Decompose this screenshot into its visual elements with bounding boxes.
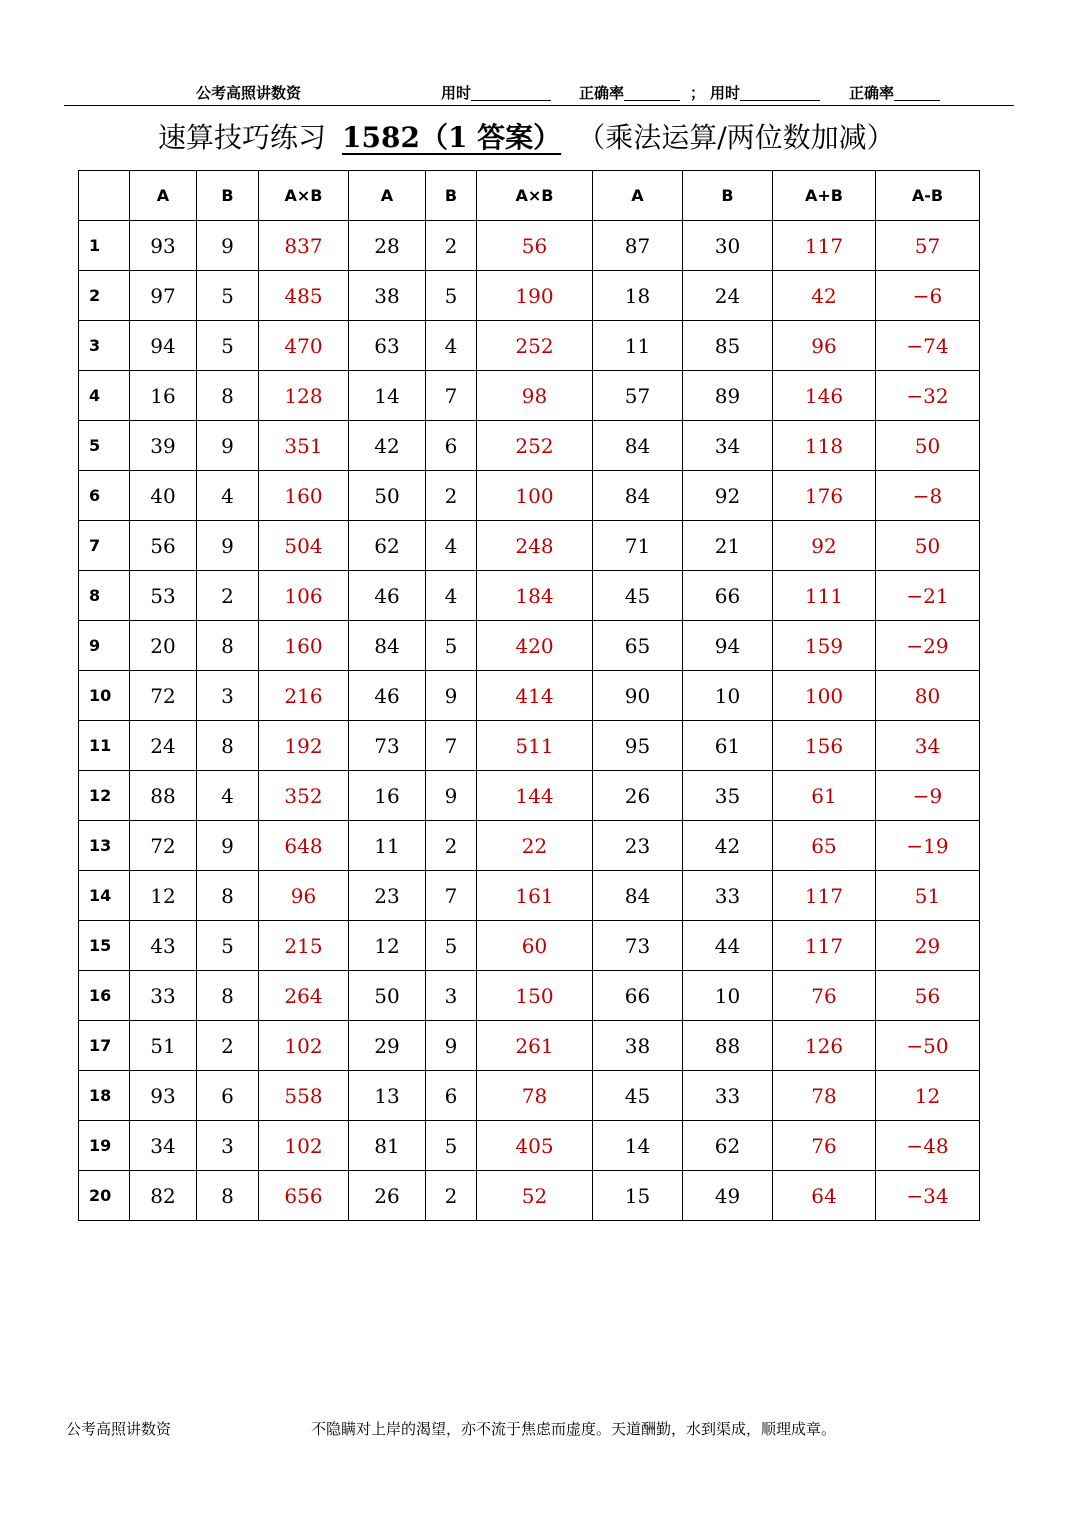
operand-cell: 9: [426, 771, 477, 821]
page-title: [158, 116, 938, 160]
operand-cell: 33: [130, 971, 197, 1021]
operand-cell: 28: [349, 221, 426, 271]
table-row: [79, 1121, 980, 1171]
answer-cell: 22: [477, 821, 593, 871]
operand-cell: 44: [683, 921, 773, 971]
operand-cell: 9: [197, 221, 259, 271]
operand-cell: 11: [349, 821, 426, 871]
operand-cell: 24: [683, 271, 773, 321]
row-number: 10: [79, 671, 130, 721]
answer-cell: 117: [773, 921, 876, 971]
operand-cell: 5: [426, 271, 477, 321]
operand-cell: 4: [197, 771, 259, 821]
operand-cell: 24: [130, 721, 197, 771]
table-row: [79, 321, 980, 371]
table-row: [79, 521, 980, 571]
page-footer: [0, 1418, 1080, 1440]
operand-cell: 5: [197, 271, 259, 321]
answer-cell: 184: [477, 571, 593, 621]
answer-cell: 76: [773, 971, 876, 1021]
answer-cell: −6: [876, 271, 980, 321]
operand-cell: 65: [593, 621, 683, 671]
answer-cell: −19: [876, 821, 980, 871]
answer-cell: 160: [259, 471, 349, 521]
answer-cell: 160: [259, 621, 349, 671]
operand-cell: 3: [426, 971, 477, 1021]
footer-brand: 公考高照讲数资: [66, 1420, 172, 1438]
operand-cell: 15: [593, 1171, 683, 1221]
time-field-1[interactable]: [441, 82, 471, 103]
operand-cell: 2: [197, 571, 259, 621]
operand-cell: 10: [683, 971, 773, 1021]
operand-cell: 11: [593, 321, 683, 371]
answer-cell: 52: [477, 1171, 593, 1221]
operand-cell: 90: [593, 671, 683, 721]
answer-cell: 261: [477, 1021, 593, 1071]
time-label-2: 用时: [710, 84, 741, 102]
footer-motto: 不隐瞒对上岸的渴望，亦不流于焦虑而虚度。天道酬勤，水到渠成，顺理成章。: [311, 1420, 837, 1438]
answer-cell: 50: [876, 421, 980, 471]
answer-cell: 192: [259, 721, 349, 771]
operand-cell: 2: [426, 1171, 477, 1221]
operand-cell: 35: [683, 771, 773, 821]
answer-cell: 92: [773, 521, 876, 571]
operand-cell: 73: [593, 921, 683, 971]
column-header: B: [683, 171, 773, 221]
exercise-table: [78, 170, 980, 1221]
row-number: 6: [79, 471, 130, 521]
answer-cell: 56: [477, 221, 593, 271]
table-row: [79, 871, 980, 921]
operand-cell: 4: [197, 471, 259, 521]
answer-cell: 76: [773, 1121, 876, 1171]
answer-cell: 78: [773, 1071, 876, 1121]
answer-cell: −9: [876, 771, 980, 821]
answer-cell: 190: [477, 271, 593, 321]
operand-cell: 50: [349, 971, 426, 1021]
operand-cell: 45: [593, 571, 683, 621]
operand-cell: 5: [426, 621, 477, 671]
row-number: 3: [79, 321, 130, 371]
answer-cell: 414: [477, 671, 593, 721]
operand-cell: 95: [593, 721, 683, 771]
operand-cell: 6: [426, 421, 477, 471]
operand-cell: 12: [130, 871, 197, 921]
operand-cell: 88: [683, 1021, 773, 1071]
answer-cell: 648: [259, 821, 349, 871]
operand-cell: 62: [349, 521, 426, 571]
row-number: 18: [79, 1071, 130, 1121]
operand-cell: 8: [197, 1171, 259, 1221]
operand-cell: 66: [683, 571, 773, 621]
operand-cell: 84: [593, 871, 683, 921]
answer-cell: 50: [876, 521, 980, 571]
operand-cell: 84: [593, 471, 683, 521]
table-row: [79, 821, 980, 871]
title-prefix: 速算技巧练习: [158, 121, 327, 154]
answer-cell: 485: [259, 271, 349, 321]
operand-cell: 7: [426, 721, 477, 771]
answer-cell: 837: [259, 221, 349, 271]
operand-cell: 57: [593, 371, 683, 421]
column-header: A×B: [259, 171, 349, 221]
operand-cell: 5: [197, 921, 259, 971]
operand-cell: 3: [197, 671, 259, 721]
answer-cell: 102: [259, 1021, 349, 1071]
answer-cell: 176: [773, 471, 876, 521]
answer-cell: 57: [876, 221, 980, 271]
operand-cell: 4: [426, 521, 477, 571]
answer-cell: 159: [773, 621, 876, 671]
operand-cell: 33: [683, 871, 773, 921]
operand-cell: 33: [683, 1071, 773, 1121]
operand-cell: 92: [683, 471, 773, 521]
row-number: 9: [79, 621, 130, 671]
answer-cell: 146: [773, 371, 876, 421]
operand-cell: 51: [130, 1021, 197, 1071]
table-row: [79, 1021, 980, 1071]
operand-cell: 84: [349, 621, 426, 671]
answer-cell: 80: [876, 671, 980, 721]
operand-cell: 8: [197, 971, 259, 1021]
operand-cell: 21: [683, 521, 773, 571]
answer-cell: 470: [259, 321, 349, 371]
answer-cell: 65: [773, 821, 876, 871]
row-number: 4: [79, 371, 130, 421]
answer-cell: 106: [259, 571, 349, 621]
answer-cell: 216: [259, 671, 349, 721]
answer-cell: 100: [773, 671, 876, 721]
answer-cell: 252: [477, 421, 593, 471]
operand-cell: 97: [130, 271, 197, 321]
header-brand: 公考高照讲数资: [196, 84, 302, 102]
table-row: [79, 921, 980, 971]
operand-cell: 49: [683, 1171, 773, 1221]
answer-cell: 96: [773, 321, 876, 371]
table-row: [79, 671, 980, 721]
operand-cell: 8: [197, 721, 259, 771]
answer-cell: −48: [876, 1121, 980, 1171]
answer-cell: 60: [477, 921, 593, 971]
title-id: 1582（1 答案）: [342, 121, 562, 154]
operand-cell: 85: [683, 321, 773, 371]
row-number: 7: [79, 521, 130, 571]
operand-cell: 14: [593, 1121, 683, 1171]
operand-cell: 14: [349, 371, 426, 421]
operand-cell: 39: [130, 421, 197, 471]
operand-cell: 43: [130, 921, 197, 971]
operand-cell: 93: [130, 221, 197, 271]
operand-cell: 42: [349, 421, 426, 471]
operand-cell: 5: [426, 921, 477, 971]
answer-cell: 78: [477, 1071, 593, 1121]
answer-cell: 117: [773, 871, 876, 921]
operand-cell: 93: [130, 1071, 197, 1121]
answer-cell: 100: [477, 471, 593, 521]
answer-cell: 98: [477, 371, 593, 421]
row-number: 15: [79, 921, 130, 971]
operand-cell: 34: [683, 421, 773, 471]
operand-cell: 84: [593, 421, 683, 471]
operand-cell: 2: [426, 471, 477, 521]
column-header-index: [79, 171, 130, 221]
operand-cell: 63: [349, 321, 426, 371]
header-divider: [64, 105, 1014, 106]
operand-cell: 45: [593, 1071, 683, 1121]
operand-cell: 13: [349, 1071, 426, 1121]
operand-cell: 3: [197, 1121, 259, 1171]
answer-cell: 56: [876, 971, 980, 1021]
operand-cell: 9: [426, 1021, 477, 1071]
table-row: [79, 1071, 980, 1121]
operand-cell: 10: [683, 671, 773, 721]
operand-cell: 40: [130, 471, 197, 521]
operand-cell: 8: [197, 371, 259, 421]
operand-cell: 5: [197, 321, 259, 371]
answer-cell: 34: [876, 721, 980, 771]
answer-cell: 558: [259, 1071, 349, 1121]
operand-cell: 23: [593, 821, 683, 871]
operand-cell: 6: [426, 1071, 477, 1121]
accuracy-blank-2[interactable]: [894, 84, 940, 101]
answer-cell: 126: [773, 1021, 876, 1071]
operand-cell: 8: [197, 871, 259, 921]
row-number: 19: [79, 1121, 130, 1171]
table-row: [79, 221, 980, 271]
row-number: 13: [79, 821, 130, 871]
answer-cell: −34: [876, 1171, 980, 1221]
answer-cell: 215: [259, 921, 349, 971]
operand-cell: 26: [349, 1171, 426, 1221]
column-header: A+B: [773, 171, 876, 221]
answer-cell: 156: [773, 721, 876, 771]
row-number: 5: [79, 421, 130, 471]
table-row: [79, 471, 980, 521]
operand-cell: 87: [593, 221, 683, 271]
operand-cell: 53: [130, 571, 197, 621]
answer-cell: 96: [259, 871, 349, 921]
operand-cell: 62: [683, 1121, 773, 1171]
answer-cell: 118: [773, 421, 876, 471]
table-row: [79, 1171, 980, 1221]
row-number: 2: [79, 271, 130, 321]
operand-cell: 46: [349, 571, 426, 621]
table-row: [79, 621, 980, 671]
answer-cell: 264: [259, 971, 349, 1021]
answer-cell: 405: [477, 1121, 593, 1171]
answer-cell: 656: [259, 1171, 349, 1221]
operand-cell: 46: [349, 671, 426, 721]
answer-cell: 248: [477, 521, 593, 571]
operand-cell: 89: [683, 371, 773, 421]
operand-cell: 30: [683, 221, 773, 271]
answer-cell: 61: [773, 771, 876, 821]
operand-cell: 2: [426, 821, 477, 871]
operand-cell: 8: [197, 621, 259, 671]
table-row: [79, 421, 980, 471]
operand-cell: 34: [130, 1121, 197, 1171]
answer-cell: 102: [259, 1121, 349, 1171]
column-header: A×B: [477, 171, 593, 221]
answer-cell: 128: [259, 371, 349, 421]
answer-cell: −74: [876, 321, 980, 371]
table-row: [79, 571, 980, 621]
answer-cell: 352: [259, 771, 349, 821]
accuracy-field-1[interactable]: [579, 82, 624, 103]
operand-cell: 73: [349, 721, 426, 771]
column-header: A: [593, 171, 683, 221]
accuracy-field-2[interactable]: [849, 82, 894, 103]
column-header: B: [426, 171, 477, 221]
operand-cell: 61: [683, 721, 773, 771]
accuracy-label-1: 正确率: [579, 84, 625, 102]
table-row: [79, 771, 980, 821]
answer-cell: −29: [876, 621, 980, 671]
operand-cell: 4: [426, 571, 477, 621]
answer-cell: 150: [477, 971, 593, 1021]
operand-cell: 38: [349, 271, 426, 321]
answer-cell: 51: [876, 871, 980, 921]
operand-cell: 20: [130, 621, 197, 671]
answer-cell: 144: [477, 771, 593, 821]
operand-cell: 94: [130, 321, 197, 371]
operand-cell: 72: [130, 671, 197, 721]
column-header: A: [130, 171, 197, 221]
operand-cell: 50: [349, 471, 426, 521]
answer-cell: 252: [477, 321, 593, 371]
header-separator: ；: [690, 84, 706, 102]
answer-cell: −8: [876, 471, 980, 521]
answer-cell: 42: [773, 271, 876, 321]
row-number: 14: [79, 871, 130, 921]
operand-cell: 2: [426, 221, 477, 271]
operand-cell: 9: [197, 421, 259, 471]
time-field-2[interactable]: [710, 82, 740, 103]
operand-cell: 94: [683, 621, 773, 671]
answer-cell: −50: [876, 1021, 980, 1071]
operand-cell: 6: [197, 1071, 259, 1121]
table-header-row: [79, 171, 980, 221]
operand-cell: 81: [349, 1121, 426, 1171]
time-blank-2[interactable]: [740, 84, 820, 101]
row-number: 17: [79, 1021, 130, 1071]
answer-cell: −32: [876, 371, 980, 421]
row-number: 11: [79, 721, 130, 771]
answer-cell: −21: [876, 571, 980, 621]
operand-cell: 9: [197, 521, 259, 571]
answer-cell: 29: [876, 921, 980, 971]
row-number: 16: [79, 971, 130, 1021]
operand-cell: 23: [349, 871, 426, 921]
operand-cell: 82: [130, 1171, 197, 1221]
operand-cell: 71: [593, 521, 683, 571]
answer-cell: 111: [773, 571, 876, 621]
answer-cell: 64: [773, 1171, 876, 1221]
operand-cell: 88: [130, 771, 197, 821]
accuracy-label-2: 正确率: [849, 84, 895, 102]
operand-cell: 16: [130, 371, 197, 421]
operand-cell: 29: [349, 1021, 426, 1071]
operand-cell: 16: [349, 771, 426, 821]
row-number: 12: [79, 771, 130, 821]
row-number: 1: [79, 221, 130, 271]
table-body: [79, 221, 980, 1221]
row-number: 8: [79, 571, 130, 621]
operand-cell: 9: [426, 671, 477, 721]
table-row: [79, 971, 980, 1021]
operand-cell: 72: [130, 821, 197, 871]
answer-cell: 420: [477, 621, 593, 671]
accuracy-blank-1[interactable]: [624, 84, 680, 101]
column-header: A: [349, 171, 426, 221]
answer-cell: 511: [477, 721, 593, 771]
page-header: [0, 80, 1080, 104]
operand-cell: 26: [593, 771, 683, 821]
operand-cell: 56: [130, 521, 197, 571]
operand-cell: 38: [593, 1021, 683, 1071]
operand-cell: 4: [426, 321, 477, 371]
column-header: A-B: [876, 171, 980, 221]
table-row: [79, 371, 980, 421]
operand-cell: 5: [426, 1121, 477, 1171]
table-row: [79, 721, 980, 771]
time-blank-1[interactable]: [471, 84, 551, 101]
answer-cell: 117: [773, 221, 876, 271]
time-label-1: 用时: [441, 84, 472, 102]
answer-cell: 351: [259, 421, 349, 471]
answer-cell: 161: [477, 871, 593, 921]
operand-cell: 2: [197, 1021, 259, 1071]
operand-cell: 7: [426, 371, 477, 421]
answer-cell: 12: [876, 1071, 980, 1121]
answer-cell: 504: [259, 521, 349, 571]
operand-cell: 18: [593, 271, 683, 321]
column-header: B: [197, 171, 259, 221]
row-number: 20: [79, 1171, 130, 1221]
operand-cell: 12: [349, 921, 426, 971]
operand-cell: 7: [426, 871, 477, 921]
title-suffix: （乘法运算/两位数加减）: [577, 121, 895, 154]
operand-cell: 42: [683, 821, 773, 871]
table-row: [79, 271, 980, 321]
operand-cell: 9: [197, 821, 259, 871]
operand-cell: 66: [593, 971, 683, 1021]
